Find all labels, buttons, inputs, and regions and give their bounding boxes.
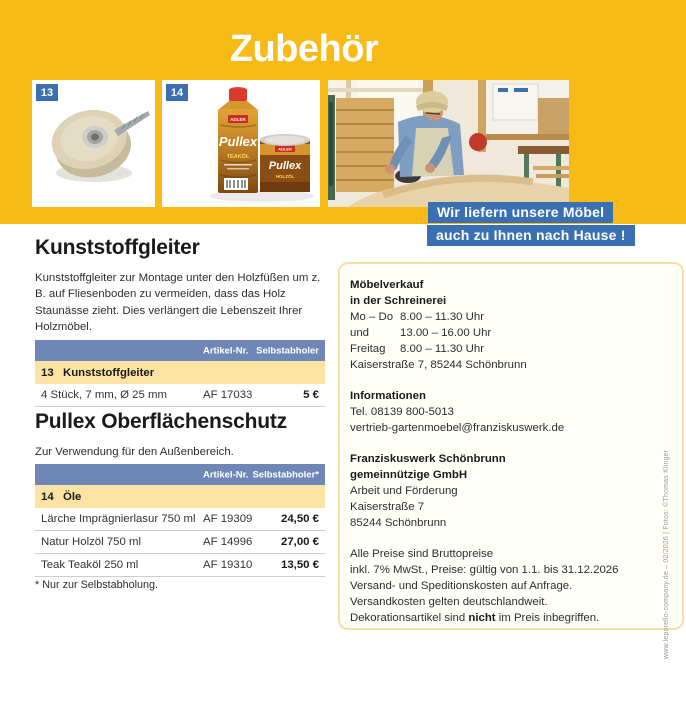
price-note-decoration	[350, 610, 672, 626]
table-footnote: * Nur zur Selbstabholung.	[35, 579, 159, 591]
contact-info-box	[338, 262, 684, 630]
company-name-line2: gemeinnützige GmbH	[350, 469, 468, 481]
cell-description: Teak Teaköl 250 ml	[41, 559, 139, 571]
email-address: vertrieb-gartenmoebel@franziskuswerk.de	[350, 422, 565, 434]
price-table-kunststoffgleiter	[35, 340, 325, 407]
sales-hours-block	[350, 277, 672, 373]
svg-text:Pullex: Pullex	[268, 160, 302, 172]
information-block	[350, 388, 672, 436]
svg-text:ADLER: ADLER	[278, 146, 292, 152]
workshop-illustration	[328, 80, 569, 207]
price-notes-block	[350, 546, 672, 626]
photo-credit-vertical: www.leporello-company.de – 02/2026 | Fotos: ©Thomas Klinger	[663, 449, 670, 659]
table-header	[35, 340, 325, 361]
cell-price: 24,50 €	[280, 513, 319, 525]
section-title-pullex: Pullex Oberflächenschutz	[35, 410, 287, 433]
hours-row	[350, 341, 672, 357]
svg-text:ADLER: ADLER	[230, 117, 246, 122]
section-title-kunststoffgleiter: Kunststoffgleiter	[35, 236, 200, 259]
hours-time: 8.00 – 11.30 Uhr	[400, 311, 485, 323]
table-row	[35, 508, 325, 531]
item-badge-14: 14	[166, 84, 188, 101]
section-intro-pullex: Zur Verwendung für den Außenbereich.	[35, 446, 234, 458]
product-photo-glide	[32, 80, 155, 207]
price-note-post: im Preis inbegriffen.	[495, 612, 600, 624]
hours-row	[350, 325, 672, 341]
cell-artikelnr: AF 19309	[203, 513, 253, 525]
page-title: Zubehör	[229, 28, 379, 70]
section-intro-kunststoffgleiter: Kunststoffgleiter zur Montage unter den Holzfüßen um z. B. auf Fliesenboden zu vermeiden, dass das Holz Staunässe zieht. Dies verlängert die Lebenszeit Ihrer Holzmöbel.	[35, 272, 321, 334]
item-badge-13: 13	[36, 84, 58, 101]
svg-text:HOLZÖL: HOLZÖL	[275, 174, 295, 179]
hours-time: 8.00 – 11.30 Uhr	[400, 343, 485, 355]
group-name: Öle	[63, 490, 82, 503]
column-header-selbstabholer: Selbstabholer*	[252, 469, 319, 480]
cell-artikelnr: AF 19310	[203, 559, 253, 571]
table-row	[35, 384, 325, 407]
hours-time: 13.00 – 16.00 Uhr	[400, 327, 492, 339]
svg-text:Pullex: Pullex	[218, 134, 258, 149]
column-header-artikelnr: Artikel-Nr.	[203, 345, 249, 356]
price-note: Versandkosten gelten deutschlandweit.	[350, 596, 548, 608]
product-photo-oils	[162, 80, 320, 207]
price-table-pullex	[35, 464, 325, 577]
workshop-photo	[328, 80, 569, 207]
cell-description: Natur Holzöl 750 ml	[41, 536, 142, 548]
company-line: 85244 Schönbrunn	[350, 517, 447, 529]
price-note: Versand- und Speditionskosten auf Anfrage.	[350, 580, 573, 592]
group-number: 14	[41, 490, 54, 503]
company-line: Kaiserstraße 7	[350, 501, 425, 513]
table-row	[35, 531, 325, 554]
hours-row	[350, 309, 672, 325]
hours-day: Mo – Do	[350, 311, 394, 323]
cell-description: Lärche Imprägnierlasur 750 ml	[41, 513, 196, 525]
sales-title-line1: Möbelverkauf	[350, 279, 424, 291]
column-header-artikelnr: Artikel-Nr.	[203, 469, 249, 480]
hours-day: Freitag	[350, 343, 386, 355]
cell-description: 4 Stück, 7 mm, Ø 25 mm	[41, 389, 167, 401]
company-name-line1: Franziskuswerk Schönbrunn	[350, 453, 506, 465]
phone-number: Tel. 08139 800-5013	[350, 406, 454, 418]
cell-price: 13,50 €	[280, 559, 319, 571]
group-name: Kunststoffgleiter	[63, 366, 155, 379]
company-line: Arbeit und Förderung	[350, 485, 458, 497]
sales-title-line2: in der Schreinerei	[350, 295, 447, 307]
hours-day: und	[350, 327, 370, 339]
cell-price: 27,00 €	[280, 536, 319, 548]
table-header	[35, 464, 325, 485]
price-note: Alle Preise sind Bruttopreise	[350, 548, 494, 560]
holzoel-can	[260, 134, 310, 192]
table-row	[35, 554, 325, 577]
cell-artikelnr: AF 17033	[203, 389, 253, 401]
delivery-banner-line1: Wir liefern unsere Möbel	[428, 202, 613, 223]
price-note-pre: Dekorationsartikel sind	[350, 612, 469, 624]
sales-address: Kaiserstraße 7, 85244 Schönbrunn	[350, 359, 527, 371]
cell-price: 5 €	[303, 389, 319, 401]
delivery-banner-line2: auch zu Ihnen nach Hause !	[427, 225, 635, 246]
price-note: inkl. 7% MwSt., Preise: gültig von 1.1. bis 31.12.2026	[350, 564, 619, 576]
group-number: 13	[41, 366, 54, 379]
table-group-row	[35, 361, 325, 384]
table-group-row	[35, 485, 325, 508]
svg-text:TEAKÖL: TEAKÖL	[226, 154, 250, 160]
cell-artikelnr: AF 14996	[203, 536, 253, 548]
price-note-bold: nicht	[468, 612, 496, 624]
column-header-selbstabholer: Selbstabholer	[256, 345, 319, 356]
company-block	[350, 451, 672, 531]
info-title: Informationen	[350, 390, 426, 402]
